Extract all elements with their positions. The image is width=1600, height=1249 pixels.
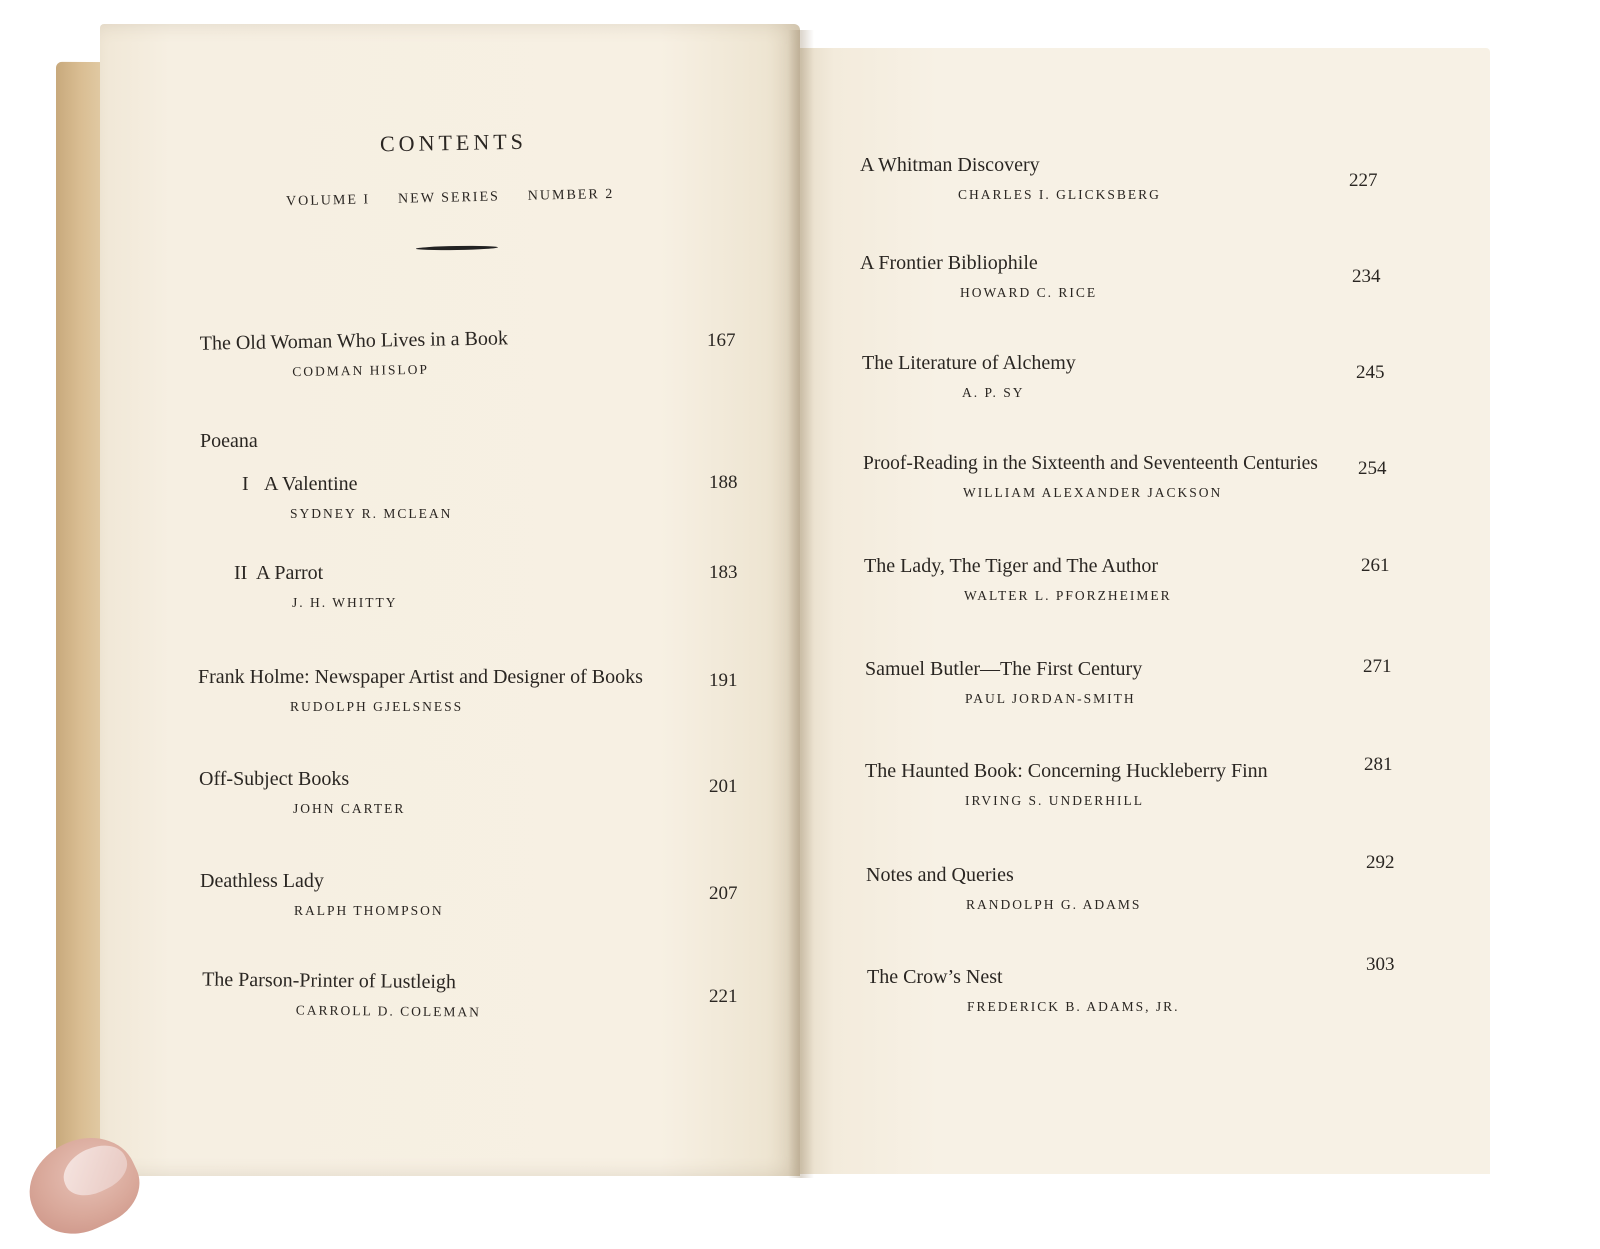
- entry-page: 191: [709, 670, 738, 691]
- entry-title: A Frontier Bibliophile: [860, 252, 1038, 274]
- toc-entry: [234, 562, 398, 611]
- entry-page: 207: [709, 883, 738, 904]
- entry-author: PAUL JORDAN-SMITH: [965, 691, 1136, 706]
- toc-entry: [860, 252, 1097, 301]
- entry-author: CARROLL D. COLEMAN: [295, 1002, 482, 1020]
- entry-page: 261: [1361, 555, 1390, 576]
- entry-author: A. P. SY: [962, 385, 1025, 400]
- entry-title: Notes and Queries: [866, 864, 1014, 886]
- toc-entry: [200, 327, 509, 381]
- entry-title: The Literature of Alchemy: [862, 352, 1076, 374]
- entry-page: 201: [709, 776, 738, 797]
- toc-entry: [863, 453, 1318, 501]
- toc-entry: [862, 352, 1076, 401]
- entry-page: 271: [1363, 656, 1392, 677]
- toc-entry: [860, 154, 1161, 203]
- toc-entry: [866, 864, 1141, 913]
- entry-author: WALTER L. PFORZHEIMER: [964, 588, 1172, 603]
- entry-title: Samuel Butler—The First Century: [865, 658, 1143, 680]
- entry-page: 292: [1366, 852, 1395, 873]
- entry-page: 234: [1352, 266, 1381, 287]
- entry-author: CODMAN HISLOP: [292, 361, 430, 380]
- number-label: NUMBER 2: [527, 186, 615, 204]
- entry-author: RANDOLPH G. ADAMS: [966, 897, 1142, 912]
- entry-title: Proof-Reading in the Sixteenth and Seventeenth Centuries: [863, 453, 1318, 474]
- toc-entry: [198, 666, 643, 715]
- toc-entry: [202, 969, 482, 1021]
- entry-author: RALPH THOMPSON: [294, 903, 444, 918]
- entry-author: J. H. WHITTY: [292, 595, 398, 610]
- entry-author: IRVING S. UNDERHILL: [965, 793, 1145, 808]
- entry-title: A Valentine: [264, 473, 358, 495]
- entry-page: 303: [1366, 954, 1395, 975]
- toc-section: [200, 430, 258, 453]
- toc-entry: [199, 768, 405, 817]
- entry-title: The Crow’s Nest: [867, 966, 1003, 988]
- toc-entry: [865, 760, 1268, 809]
- entry-title: The Parson-Printer of Lustleigh: [202, 968, 457, 994]
- toc-entry: [867, 966, 1180, 1015]
- entry-page: 281: [1364, 754, 1393, 775]
- entry-page: 188: [709, 472, 738, 493]
- contents-heading: CONTENTS: [379, 128, 528, 157]
- entry-page: 245: [1356, 362, 1385, 383]
- entry-roman: II: [234, 562, 248, 584]
- entry-title: A Whitman Discovery: [860, 154, 1040, 176]
- entry-title: A Parrot: [256, 562, 324, 584]
- toc-entry: [865, 658, 1142, 707]
- entry-author: CHARLES I. GLICKSBERG: [958, 187, 1161, 202]
- entry-page: 254: [1358, 458, 1387, 479]
- entry-title: The Lady, The Tiger and The Author: [864, 555, 1159, 577]
- toc-entry: [242, 473, 452, 522]
- volume-label: VOLUME I: [285, 192, 371, 210]
- entry-author: FREDERICK B. ADAMS, JR.: [967, 999, 1180, 1014]
- toc-entry: [200, 870, 444, 919]
- book-gutter: [788, 30, 814, 1178]
- series-label: NEW SERIES: [397, 189, 501, 207]
- entry-page: 221: [709, 986, 738, 1007]
- toc-entry: [864, 555, 1172, 604]
- entry-author: HOWARD C. RICE: [960, 285, 1098, 300]
- section-title: Poeana: [200, 430, 258, 452]
- entry-author: WILLIAM ALEXANDER JACKSON: [963, 485, 1223, 500]
- entry-title: Frank Holme: Newspaper Artist and Designer of Books: [198, 666, 643, 688]
- entry-author: JOHN CARTER: [293, 801, 406, 816]
- entry-title: The Old Woman Who Lives in a Book: [199, 327, 509, 355]
- entry-page: 227: [1349, 170, 1378, 191]
- entry-title: The Haunted Book: Concerning Huckleberry Finn: [865, 760, 1268, 782]
- entry-title: Deathless Lady: [200, 870, 324, 892]
- entry-page: 183: [709, 562, 738, 583]
- entry-author: RUDOLPH GJELSNESS: [290, 699, 464, 714]
- entry-author: SYDNEY R. MCLEAN: [290, 506, 453, 521]
- entry-page: 167: [707, 330, 736, 351]
- entry-title: Off-Subject Books: [199, 768, 350, 790]
- entry-roman: I: [242, 473, 249, 495]
